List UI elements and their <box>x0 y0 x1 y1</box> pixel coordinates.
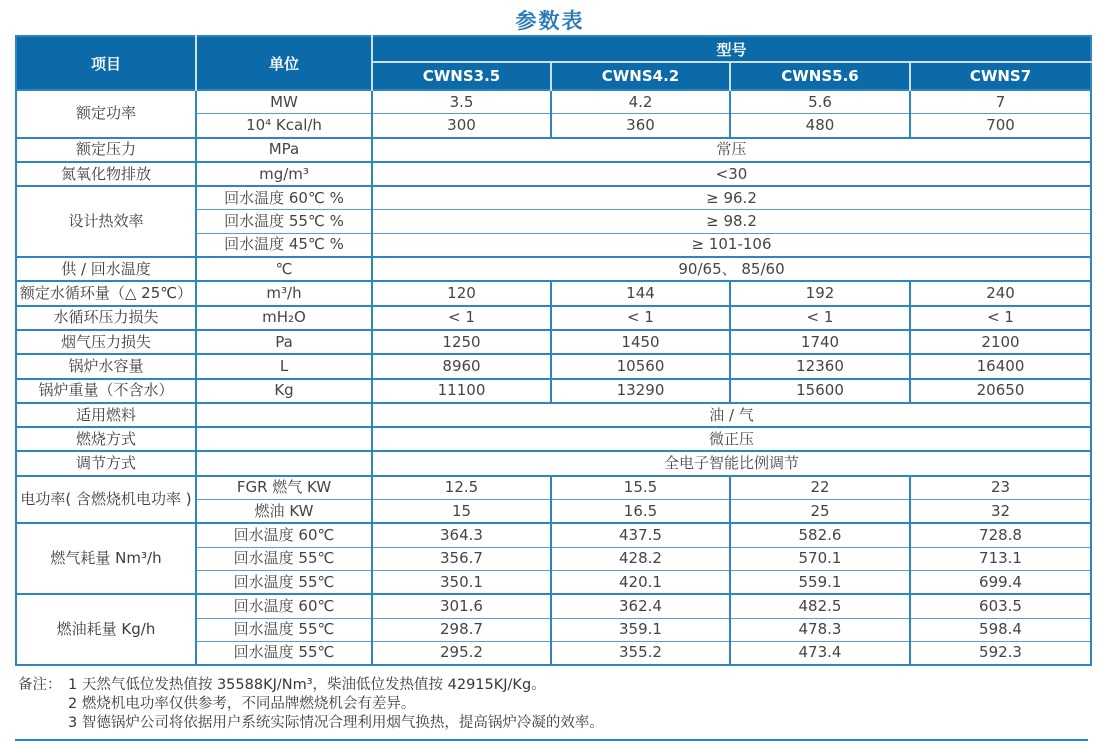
item-cell: 额定水循环量（△ 25℃） <box>16 281 196 305</box>
table-row <box>16 354 1091 378</box>
note-item: 3 智德锅炉公司将依据用户系统实际情况合理利用烟气换热，提高锅炉冷凝的效率。 <box>68 715 604 732</box>
unit-cell: 回水温度 60℃ % <box>196 186 372 210</box>
value-cell: 8960 <box>372 354 551 378</box>
item-cell: 水循环压力损失 <box>16 306 196 330</box>
value-cell: 22 <box>730 476 910 500</box>
value-cell: 12360 <box>730 354 910 378</box>
value-cell: 598.4 <box>910 618 1091 641</box>
value-cell: 15 <box>372 500 551 524</box>
item-cell: 额定功率 <box>16 90 196 138</box>
unit-cell: mH₂O <box>196 306 372 330</box>
table-row <box>16 162 1091 186</box>
value-cell: 5.6 <box>730 90 910 114</box>
value-cell: 420.1 <box>551 570 730 594</box>
table-row <box>16 379 1091 403</box>
value-cell: 699.4 <box>910 570 1091 594</box>
value-cell: 32 <box>910 500 1091 524</box>
span-value-cell: 常压 <box>372 138 1091 162</box>
span-value-cell: 微正压 <box>372 427 1091 451</box>
span-value-cell: 油 / 气 <box>372 403 1091 427</box>
span-value-cell: 90/65、 85/60 <box>372 257 1091 281</box>
unit-cell: MPa <box>196 138 372 162</box>
value-cell: 592.3 <box>910 641 1091 665</box>
item-cell: 燃油耗量 Kg/h <box>16 594 196 665</box>
table-row <box>16 306 1091 330</box>
span-value-cell: 全电子智能比例调节 <box>372 451 1091 475</box>
table-row <box>16 523 1091 547</box>
value-cell: 15.5 <box>551 476 730 500</box>
item-cell: 氮氧化物排放 <box>16 162 196 186</box>
table-row <box>16 451 1091 475</box>
value-cell: 473.4 <box>730 641 910 665</box>
value-cell: 713.1 <box>910 547 1091 570</box>
table-row <box>16 90 1091 114</box>
value-cell: 350.1 <box>372 570 551 594</box>
value-cell: 1740 <box>730 330 910 354</box>
value-cell: < 1 <box>730 306 910 330</box>
value-cell: 20650 <box>910 379 1091 403</box>
item-cell: 烟气压力损失 <box>16 330 196 354</box>
value-cell: 700 <box>910 114 1091 138</box>
unit-cell: 回水温度 60℃ <box>196 523 372 547</box>
value-cell: 482.5 <box>730 594 910 618</box>
item-cell: 燃气耗量 Nm³/h <box>16 523 196 594</box>
value-cell: 728.8 <box>910 523 1091 547</box>
value-cell: 301.6 <box>372 594 551 618</box>
column-header-model-cwns35: CWNS3.5 <box>372 62 551 90</box>
unit-cell: 回水温度 55℃ <box>196 547 372 570</box>
column-header-model-cwns7: CWNS7 <box>910 62 1091 90</box>
table-row <box>16 186 1091 210</box>
unit-cell <box>196 403 372 427</box>
unit-cell: 10⁴ Kcal/h <box>196 114 372 138</box>
item-cell: 适用燃料 <box>16 403 196 427</box>
value-cell: 300 <box>372 114 551 138</box>
column-header-item: 项目 <box>16 36 196 90</box>
value-cell: 478.3 <box>730 618 910 641</box>
unit-cell: 回水温度 55℃ <box>196 618 372 641</box>
value-cell: 295.2 <box>372 641 551 665</box>
unit-cell: 燃油 KW <box>196 500 372 524</box>
unit-cell: ℃ <box>196 257 372 281</box>
column-header-unit: 单位 <box>196 36 372 90</box>
table-row <box>16 476 1091 500</box>
table-row <box>16 281 1091 305</box>
value-cell: 355.2 <box>551 641 730 665</box>
value-cell: 23 <box>910 476 1091 500</box>
value-cell: 3.5 <box>372 90 551 114</box>
value-cell: 559.1 <box>730 570 910 594</box>
column-header-model-cwns56: CWNS5.6 <box>730 62 910 90</box>
value-cell: 2100 <box>910 330 1091 354</box>
value-cell: 240 <box>910 281 1091 305</box>
table-row <box>16 330 1091 354</box>
item-cell: 供 / 回水温度 <box>16 257 196 281</box>
notes <box>18 676 1100 733</box>
item-cell: 额定压力 <box>16 138 196 162</box>
table-row <box>16 138 1091 162</box>
value-cell: 7 <box>910 90 1091 114</box>
table-row <box>16 594 1091 618</box>
unit-cell: 回水温度 55℃ % <box>196 210 372 233</box>
value-cell: < 1 <box>372 306 551 330</box>
value-cell: 13290 <box>551 379 730 403</box>
span-value-cell: ≥ 101-106 <box>372 233 1091 257</box>
parameters-table <box>15 35 1092 666</box>
value-cell: 428.2 <box>551 547 730 570</box>
item-cell: 锅炉水容量 <box>16 354 196 378</box>
unit-cell: 回水温度 55℃ <box>196 570 372 594</box>
value-cell: < 1 <box>910 306 1091 330</box>
item-cell: 电功率( 含燃烧机电功率 ) <box>16 476 196 524</box>
value-cell: 25 <box>730 500 910 524</box>
unit-cell <box>196 451 372 475</box>
unit-cell: m³/h <box>196 281 372 305</box>
value-cell: 16400 <box>910 354 1091 378</box>
column-header-model-group: 型号 <box>372 36 1091 62</box>
unit-cell: Pa <box>196 330 372 354</box>
value-cell: 603.5 <box>910 594 1091 618</box>
value-cell: 437.5 <box>551 523 730 547</box>
unit-cell: FGR 燃气 KW <box>196 476 372 500</box>
span-value-cell: ≥ 96.2 <box>372 186 1091 210</box>
value-cell: 1450 <box>551 330 730 354</box>
note-item: 1 天然气低位发热值按 35588KJ/Nm³，柴油低位发热值按 42915KJ/Kg。 <box>68 677 546 694</box>
item-cell: 燃烧方式 <box>16 427 196 451</box>
table-row <box>16 427 1091 451</box>
value-cell: 12.5 <box>372 476 551 500</box>
value-cell: 480 <box>730 114 910 138</box>
value-cell: 4.2 <box>551 90 730 114</box>
unit-cell <box>196 427 372 451</box>
value-cell: 192 <box>730 281 910 305</box>
item-cell: 锅炉重量（不含水） <box>16 379 196 403</box>
value-cell: 360 <box>551 114 730 138</box>
value-cell: 364.3 <box>372 523 551 547</box>
value-cell: < 1 <box>551 306 730 330</box>
value-cell: 120 <box>372 281 551 305</box>
page-title: 参数表 <box>515 9 585 33</box>
value-cell: 144 <box>551 281 730 305</box>
table-row <box>16 403 1091 427</box>
unit-cell: Kg <box>196 379 372 403</box>
span-value-cell: ≥ 98.2 <box>372 210 1091 233</box>
value-cell: 16.5 <box>551 500 730 524</box>
value-cell: 1250 <box>372 330 551 354</box>
unit-cell: 回水温度 55℃ <box>196 641 372 665</box>
table-row <box>16 257 1091 281</box>
note-item: 2 燃烧机电功率仅供参考，不同品牌燃烧机会有差异。 <box>68 696 416 713</box>
value-cell: 356.7 <box>372 547 551 570</box>
item-cell: 设计热效率 <box>16 186 196 257</box>
unit-cell: 回水温度 45℃ % <box>196 233 372 257</box>
value-cell: 10560 <box>551 354 730 378</box>
value-cell: 570.1 <box>730 547 910 570</box>
unit-cell: 回水温度 60℃ <box>196 594 372 618</box>
table-header <box>16 36 1091 90</box>
value-cell: 359.1 <box>551 618 730 641</box>
value-cell: 362.4 <box>551 594 730 618</box>
value-cell: 582.6 <box>730 523 910 547</box>
value-cell: 15600 <box>730 379 910 403</box>
unit-cell: MW <box>196 90 372 114</box>
header-row-groups <box>16 36 1091 62</box>
column-header-model-cwns42: CWNS4.2 <box>551 62 730 90</box>
unit-cell: L <box>196 354 372 378</box>
value-cell: 298.7 <box>372 618 551 641</box>
unit-cell: mg/m³ <box>196 162 372 186</box>
value-cell: 11100 <box>372 379 551 403</box>
notes-label: 备注： <box>18 677 62 694</box>
span-value-cell: <30 <box>372 162 1091 186</box>
item-cell: 调节方式 <box>16 451 196 475</box>
